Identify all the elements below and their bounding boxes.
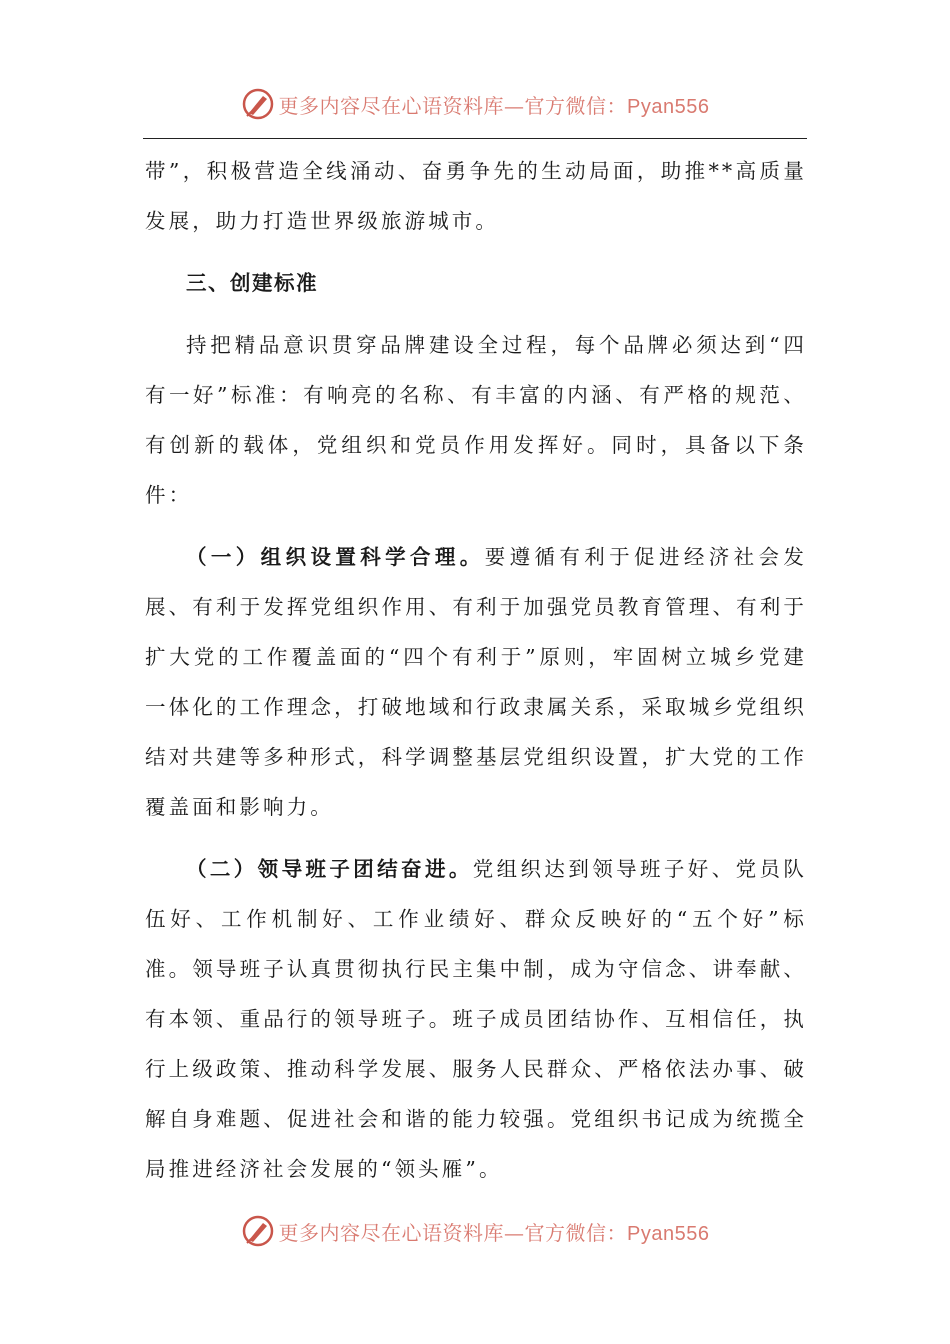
paragraph-continued: 带”，积极营造全线涌动、奋勇争先的生动局面，助推**高质量发展，助力打造世界级旅游城市。 (145, 159, 807, 233)
document-body (145, 146, 807, 1194)
pen-logo-icon (241, 87, 275, 121)
footer-banner (0, 1209, 950, 1253)
section-heading: 三、创建标准 (186, 271, 318, 295)
header-wechat-id: Pyan556 (627, 95, 710, 118)
header-rule (143, 138, 807, 139)
paragraph-standard: 持把精品意识贯穿品牌建设全过程，每个品牌必须达到“四有一好”标准：有响亮的名称、有丰富的内涵、有严格的规范、有创新的载体，党组织和党员作用发挥好。同时，具备以下条件： (145, 333, 807, 507)
item-2-text: 党组织达到领导班子好、党员队伍好、工作机制好、工作业绩好、群众反映好的“五个好”标准。领导班子认真贯彻执行民主集中制，成为守信念、讲奉献、有本领、重品行的领导班子。班子成员团结协作、互相信任，执行上级政策、推动科学发展、服务人民群众、严格依法办事、破解自身难题、促进社会和谐的能力较强。党组织书记成为统揽全局推进经济社会发展的“领头雁”。 (145, 857, 807, 1181)
item-1-text: 要遵循有利于促进经济社会发展、有利于发挥党组织作用、有利于加强党员教育管理、有利于扩大党的工作覆盖面的“四个有利于”原则，牢固树立城乡党建一体化的工作理念，打破地域和行政隶属关系，采取城乡党组织结对共建等多种形式，科学调整基层党组织设置，扩大党的工作覆盖面和影响力。 (145, 545, 807, 819)
paragraph-item-2 (145, 844, 807, 1194)
footer-wechat-id: Pyan556 (627, 1222, 710, 1245)
header-banner-text: 更多内容尽在心语资料库—官方微信：Pyan556 (278, 93, 710, 118)
footer-banner-text: 更多内容尽在心语资料库—官方微信：Pyan556 (278, 1220, 710, 1245)
header-banner (0, 82, 950, 126)
paragraph-item-1 (145, 532, 807, 832)
item-2-lead: （二）领导班子团结奋进。 (186, 857, 473, 881)
pen-logo-icon (241, 1214, 275, 1248)
item-1-lead: （一）组织设置科学合理。 (186, 545, 485, 569)
